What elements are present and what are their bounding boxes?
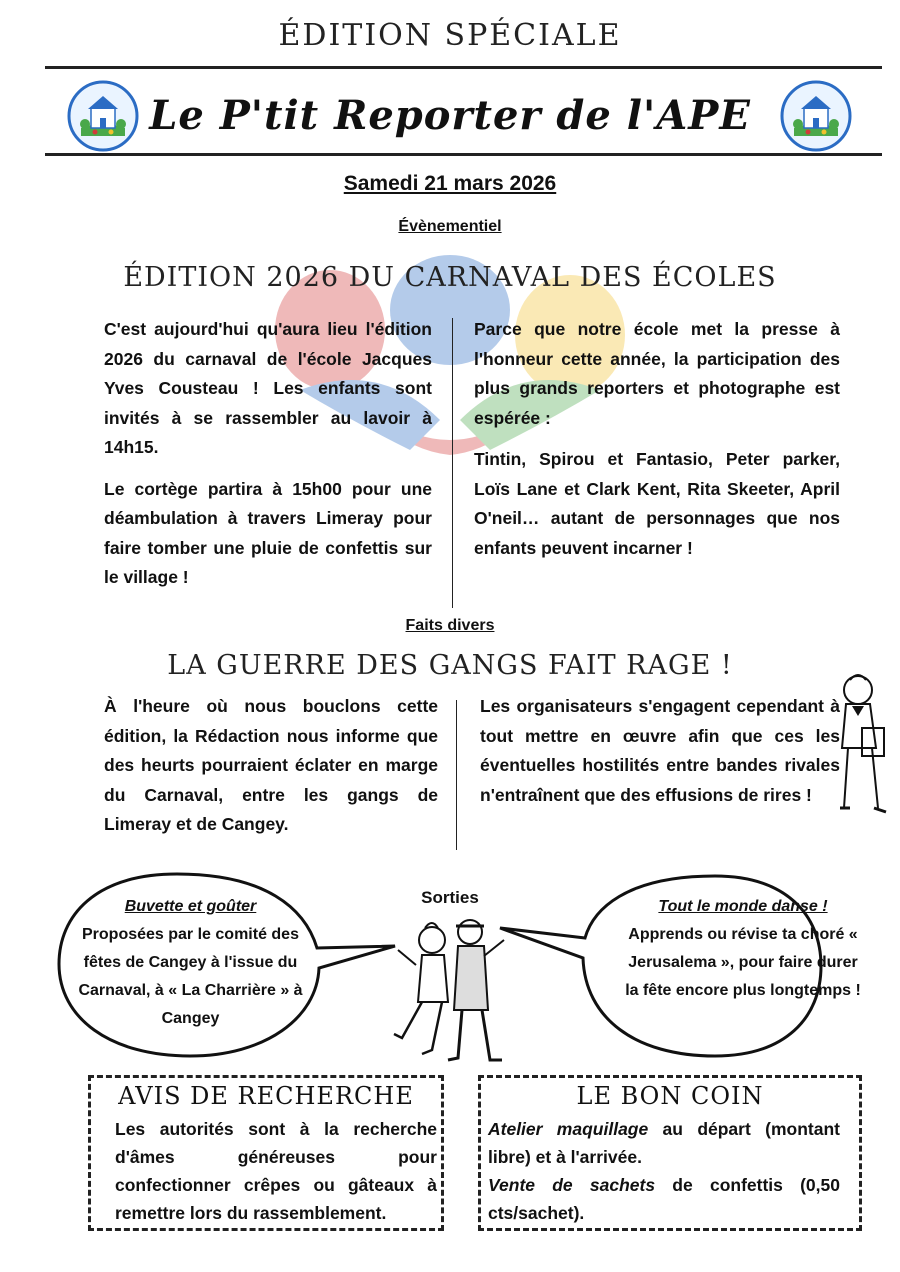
danse-title: Tout le monde danse ! — [658, 898, 828, 915]
column-divider-1 — [452, 318, 453, 608]
column-divider-2 — [456, 700, 457, 850]
buvette-title: Buvette et goûter — [124, 898, 257, 915]
bubble-danse — [625, 893, 861, 1005]
bon-coin-item-2: Vente de sachets de confettis (0,50 cts/sachet). — [488, 1175, 840, 1223]
article2-left-column — [104, 692, 438, 852]
category-evenementiel: Évènementiel — [398, 218, 502, 235]
article1-right-column — [474, 315, 840, 575]
masthead-rule — [45, 153, 882, 156]
edition-label: ÉDITION SPÉCIALE — [278, 18, 622, 53]
bon-coin-body — [488, 1115, 840, 1227]
article1-left-p1: C'est aujourd'hui qu'aura lieu l'édition 2026 du carnaval de l'école Jacques Yves Cousteau ! Les enfants sont invités à se rassembler au lavoir à 14h15. — [104, 319, 432, 457]
headline-carnaval: ÉDITION 2026 DU CARNAVAL DES ÉCOLES — [123, 262, 777, 293]
danse-body: Apprends ou révise ta choré « Jerusalema », pour faire durer la fête encore plus longtemps ! — [625, 926, 861, 999]
avis-body: Les autorités sont à la recherche d'âmes généreuses pour confectionner crêpes ou gâteaux à remettre lors du rassemblement. — [115, 1119, 437, 1223]
dancing-characters-icon — [392, 910, 510, 1070]
headline-gangs: LA GUERRE DES GANGS FAIT RAGE ! — [167, 650, 733, 681]
article1-left-column — [104, 315, 432, 605]
article2-right-text: Les organisateurs s'engagent cependant à tout mettre en œuvre afin que ces les éventuelles hostilités entre bandes rivales n'entraînent que des effusions de rires ! — [480, 696, 840, 805]
reporter-sketch-icon — [828, 668, 894, 828]
article2-right-column — [480, 692, 840, 822]
article1-right-p1: Parce que notre école met la presse à l'honneur cette année, la participation des plus grands reporters et photographe est espérée : — [474, 319, 840, 428]
bubble-buvette — [78, 893, 303, 1033]
article1-left-p2: Le cortège partira à 15h00 pour une déambulation à travers Limeray pour faire tomber une pluie de confettis sur le village ! — [104, 478, 432, 587]
issue-date: Samedi 21 mars 2026 — [343, 172, 557, 195]
bon-coin-title: LE BON COIN — [576, 1082, 764, 1110]
article1-right-p2: Tintin, Spirou et Fantasio, Peter parker, Loïs Lane et Clark Kent, Rita Skeeter, April O'neil… autant de personnages que nos enfants peuvent incarner ! — [474, 449, 840, 558]
avis-title: AVIS DE RECHERCHE — [118, 1082, 414, 1110]
article2-left-text: À l'heure où nous bouclons cette édition, la Rédaction nous informe que des heurts pourraient éclater en marge du Carnaval, entre les gangs de Limeray et de Cangey. — [104, 696, 438, 834]
buvette-body: Proposées par le comité des fêtes de Cangey à l'issue du Carnaval, à « La Charrière » à Cangey — [78, 926, 303, 1027]
category-faits-divers: Faits divers — [405, 617, 495, 634]
sorties-label: Sorties — [421, 888, 479, 907]
top-rule — [45, 66, 882, 69]
masthead-title: Le P'tit Reporter de l'APE — [149, 92, 751, 139]
bon-coin-item-1: Atelier maquillage au départ (montant libre) et à l'arrivée. — [488, 1119, 840, 1167]
